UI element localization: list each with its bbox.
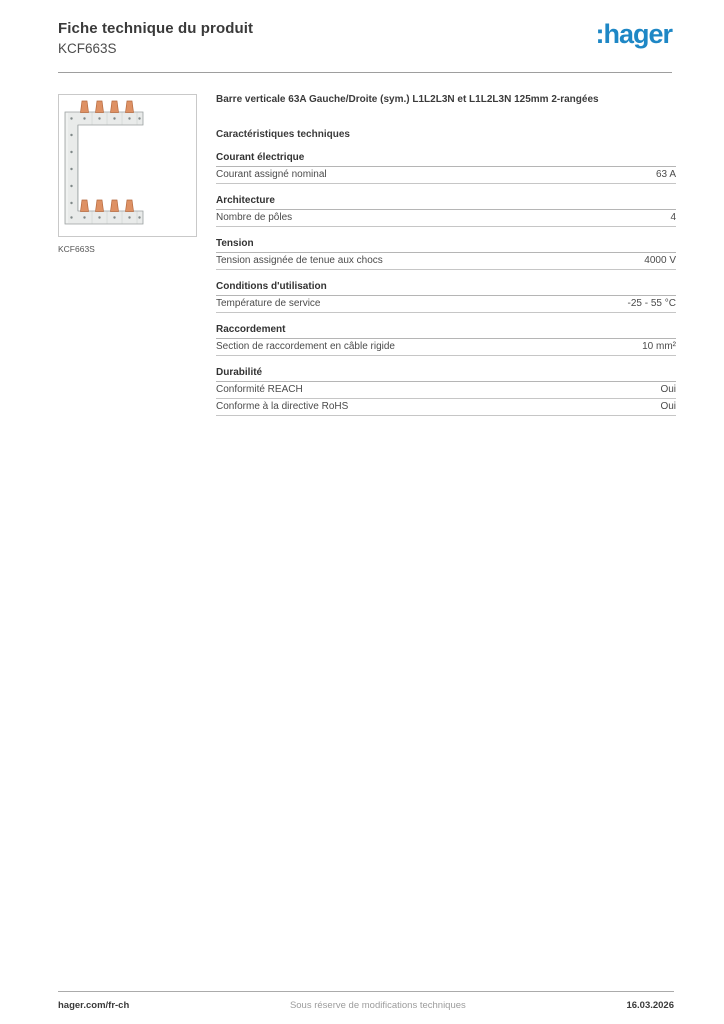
spec-row	[216, 296, 676, 313]
header	[0, 0, 724, 57]
spec-section	[216, 324, 676, 356]
row-value: -25 - 55 °C	[627, 298, 676, 310]
section-title: Raccordement	[216, 324, 676, 339]
product-image	[58, 94, 197, 237]
footer-date: 16.03.2026	[626, 1000, 674, 1011]
spec-section	[216, 152, 676, 184]
spec-row	[216, 253, 676, 270]
spec-row	[216, 382, 676, 399]
row-label: Température de service	[216, 298, 321, 310]
section-rows	[216, 210, 676, 227]
busbar-illustration	[59, 95, 196, 236]
specifications-column	[216, 94, 676, 416]
section-title: Durabilité	[216, 367, 676, 382]
row-value: 63 A	[655, 169, 676, 181]
row-label: Nombre de pôles	[216, 212, 293, 224]
characteristics-heading: Caractéristiques techniques	[216, 129, 350, 141]
spec-section	[216, 367, 676, 416]
spec-row	[216, 167, 676, 184]
product-name: Barre verticale 63A Gauche/Droite (sym.) L1L2L3N et L1L2L3N 125mm 2-rangées	[216, 94, 599, 106]
row-value: Oui	[660, 384, 676, 396]
main-content	[58, 94, 676, 416]
hager-logo: :hager	[595, 19, 672, 49]
section-title: Courant électrique	[216, 152, 676, 167]
row-label: Tension assignée de tenue aux chocs	[216, 255, 383, 267]
row-label: Courant assigné nominal	[216, 169, 327, 181]
row-value: 4000 V	[644, 255, 676, 267]
product-image-caption: KCF663S	[58, 244, 95, 255]
row-label: Conformité REACH	[216, 384, 303, 396]
section-rows	[216, 253, 676, 270]
header-titles	[58, 20, 253, 57]
footer	[58, 991, 674, 1011]
footer-divider	[58, 991, 674, 992]
row-value: 4	[670, 212, 676, 224]
footer-disclaimer: Sous réserve de modifications techniques	[289, 1000, 466, 1011]
characteristics-table	[216, 152, 676, 416]
section-rows	[216, 167, 676, 184]
page-title: Fiche technique du produit	[58, 20, 254, 37]
spec-row	[216, 399, 676, 416]
section-title: Architecture	[216, 195, 676, 210]
row-value: Oui	[660, 401, 676, 413]
section-rows	[216, 382, 676, 416]
section-title: Tension	[216, 238, 676, 253]
header-divider	[58, 72, 672, 73]
section-rows	[216, 339, 676, 356]
footer-website: hager.com/fr-ch	[58, 1000, 130, 1011]
section-title: Conditions d'utilisation	[216, 281, 676, 296]
footer-row	[58, 1000, 674, 1011]
row-label: Conforme à la directive RoHS	[216, 401, 349, 413]
row-value: 10 mm²	[642, 341, 676, 353]
row-label: Section de raccordement en câble rigide	[216, 341, 395, 353]
section-rows	[216, 296, 676, 313]
spec-row	[216, 210, 676, 227]
spec-section	[216, 195, 676, 227]
spec-row	[216, 339, 676, 356]
spec-section	[216, 281, 676, 313]
product-image-column	[58, 94, 198, 254]
product-reference: KCF663S	[58, 41, 117, 56]
spec-section	[216, 238, 676, 270]
